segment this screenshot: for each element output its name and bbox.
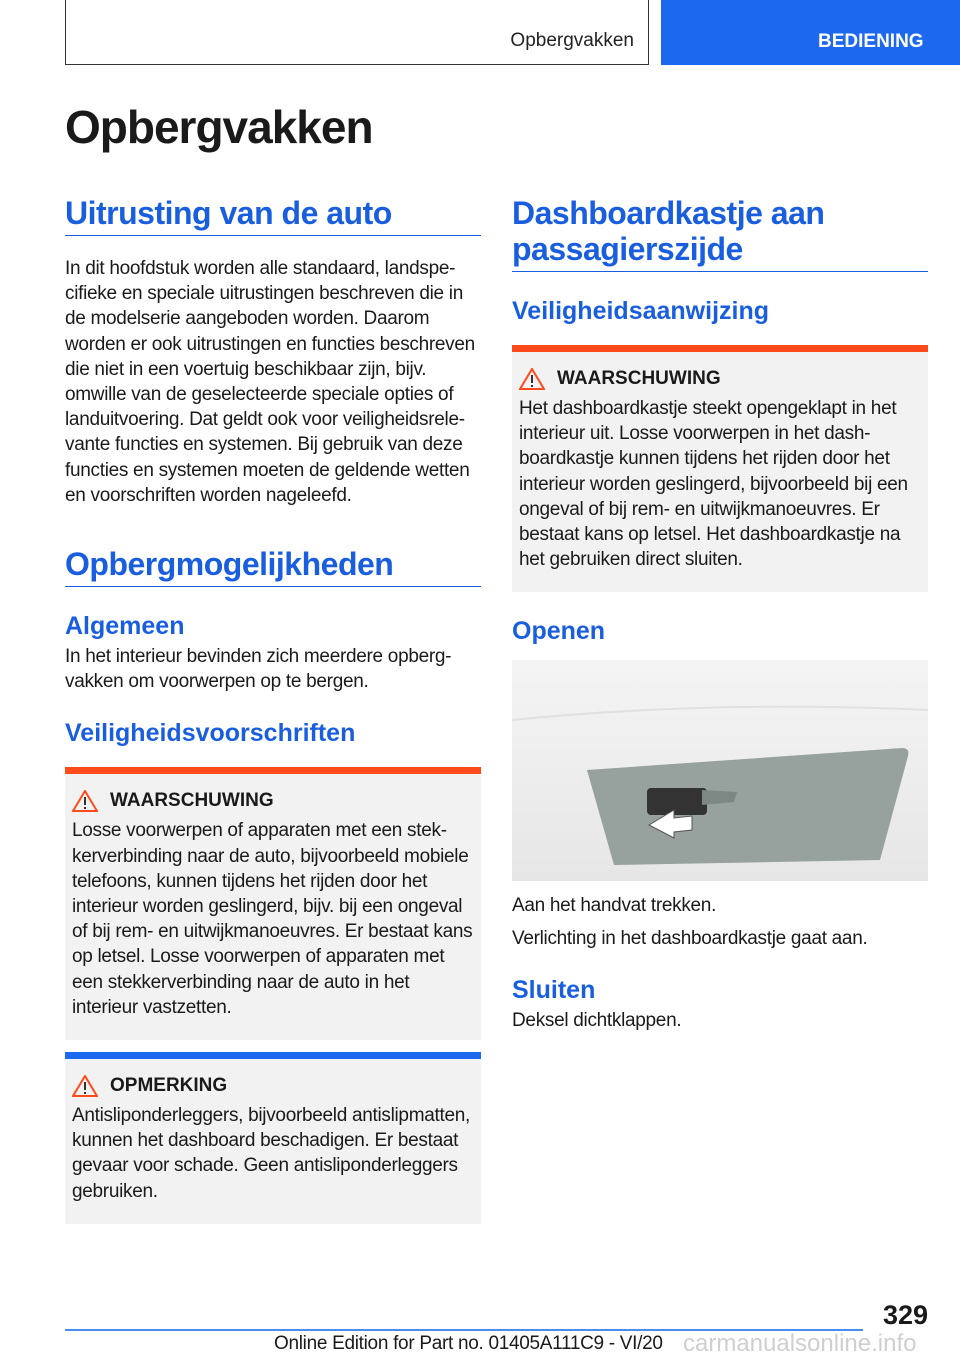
warning-box	[65, 767, 481, 1040]
paragraph: Verlichting in het dashboardkastje gaat aan.	[512, 927, 868, 949]
note-box	[65, 1052, 481, 1224]
page-title: Opbergvakken	[65, 101, 373, 153]
subsection-heading: Sluiten	[512, 975, 596, 1004]
glovebox-illustration	[512, 660, 928, 881]
warning-label: WAARSCHUWING	[557, 368, 721, 389]
header-box	[65, 0, 649, 65]
warning-triangle-icon	[519, 368, 545, 390]
page-number: 329	[882, 1300, 928, 1330]
warning-triangle-icon	[72, 790, 98, 812]
subsection-heading: Veiligheidsaanwijzing	[512, 297, 770, 325]
paragraph: Aan het handvat trekken.	[512, 895, 717, 917]
paragraph: Deksel dichtklappen.	[512, 1009, 682, 1031]
warning-triangle-icon	[72, 1075, 98, 1097]
edition-text: Online Edition for Part no. 01405A111C9 - VI/20	[274, 1333, 663, 1354]
right-column	[512, 195, 928, 1033]
note-text: Antisliponderleggers, bijvoorbeeld antislipmatten, kunnen het dashboard beschadigen. Er bestaat gevaar voor schade. Geen antisliponderleggers gebruiken.	[72, 1105, 470, 1202]
warning-label: WAARSCHUWING	[110, 790, 274, 812]
watermark: carmanualsonline.info	[683, 1330, 917, 1357]
warning-text: Losse voorwerpen of apparaten met een stekkerverbinding naar de auto, bijvoorbeeld mobiele telefoons, kunnen tijdens het rijden door het interieur worden geslingerd, bijv. bij een ongeval of bij rem- en uitwijkmanoeuvres. Er bestaat kans op letsel. Losse voorwerpen of apparaten met een stekkerverbinding naar de auto in het interieur vastzetten.	[72, 820, 473, 1018]
section-heading: Opbergmogelijkheden	[65, 546, 481, 587]
section-heading: Dashboardkastje aan passagierszijde	[512, 195, 928, 272]
note-label: OPMERKING	[110, 1075, 228, 1097]
left-column	[65, 195, 481, 1224]
warning-text: Het dashboardkastje steekt opengeklapt in het interieur uit. Losse voorwerpen in het dashboardkastje kunnen tijdens het rijden door het interieur worden geslingerd, bijvoorbeeld bij een ongeval of bij rem- en uitwijkmanoeuvres. Er bestaat kans op letsel. Het dashboardkastje na het gebruiken direct sluiten.	[519, 398, 908, 571]
subsection-heading: Veiligheidsvoorschriften	[65, 719, 356, 748]
header-title: Opbergvakken	[510, 30, 634, 51]
section-tab[interactable]: BEDIENING	[661, 0, 960, 65]
subsection-heading: Algemeen	[65, 612, 185, 641]
section-heading: Uitrusting van de auto	[65, 195, 481, 236]
subsection-heading: Openen	[512, 617, 606, 646]
warning-box	[512, 345, 928, 592]
paragraph: In het interieur bevinden zich meerdere opbergvakken om voorwerpen op te bergen.	[65, 646, 452, 693]
paragraph: In dit hoofdstuk worden alle standaard, landspecifieke en speciale uitrustingen beschreven die in de modelserie aangeboden worden. Daarom worden er ook uitrustingen en functies beschreven die niet in een voertuig beschikbaar zijn, bijv. omwille van de geselecteerde speciale opties of landuitvoering. Dat geldt ook voor veiligheidsrelevante functies en systemen. Bij gebruik van deze functies en systemen moeten de geldende wetten en voorschriften worden nageleefd.	[65, 258, 475, 506]
